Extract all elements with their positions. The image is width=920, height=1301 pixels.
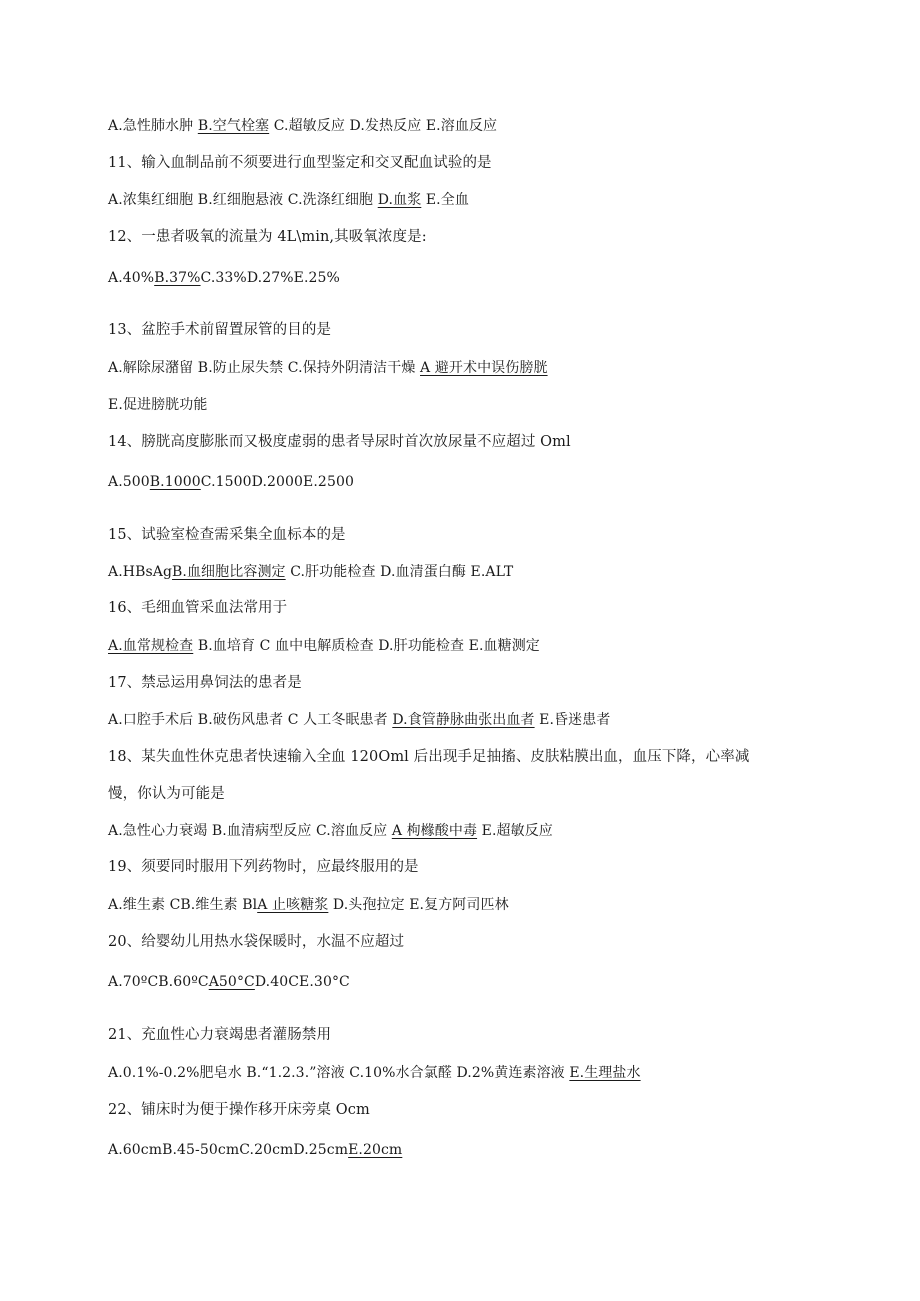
text-segment: A.浓集红细胞 B.红细胞悬液 C.洗涤红细胞 [108, 192, 378, 208]
text-segment: A.0.1%-0.2%肥皂水 B.“1.2.3.”溶液 C.10%水合氯醛 D.2%黄连素溶液 [108, 1065, 570, 1081]
question-11 [108, 153, 492, 173]
text-line [108, 895, 509, 915]
text-segment: A.40% [108, 270, 155, 286]
text-segment: B.血培育 C 血中电解质检查 D.肝功能检查 E.血糖测定 [193, 638, 540, 654]
text-line [108, 358, 548, 378]
text-segment: 慢，你认为可能是 [108, 786, 225, 802]
text-line [108, 395, 207, 415]
text-line [108, 821, 553, 841]
text-line [108, 1063, 641, 1083]
text-segment: 17、禁忌运用鼻饲法的患者是 [108, 675, 302, 691]
text-segment: 19、须要同时服用下列药物时，应最终服用的是 [108, 859, 419, 875]
answer-underline: D.血浆 [377, 192, 422, 208]
text-segment: A.急性心力衰竭 B.血清病型反应 C.溶血反应 [108, 823, 392, 839]
question-17 [108, 673, 302, 693]
question-16 [108, 598, 287, 618]
text-segment: A.60cmB.45-50cmC.20cmD.25cm [108, 1142, 349, 1158]
text-segment: 11、输入血制品前不须要进行血型鉴定和交叉配血试验的是 [108, 155, 492, 171]
text-segment: E.全血 [421, 192, 469, 208]
question-15 [108, 525, 346, 545]
question-20 [108, 932, 404, 952]
text-segment: C.33%D.27%E.25% [200, 270, 340, 286]
text-segment: 15、试验室检查需采集全血标本的是 [108, 527, 346, 543]
answer-underline: A 枸橼酸中毒 [391, 823, 478, 839]
text-line [108, 1140, 402, 1160]
text-line [108, 636, 540, 656]
text-segment: D.头孢拉定 E.复方阿司匹林 [328, 897, 509, 913]
text-line [108, 472, 354, 492]
answer-underline: A 避开术中误伤膀胱 [420, 360, 548, 376]
text-segment: 16、毛细血管采血法常用于 [108, 600, 288, 616]
text-segment: 13、盆腔手术前留置尿管的目的是 [108, 322, 332, 338]
question-18-continued [108, 784, 225, 804]
answer-underline: D.食管静脉曲张出血者 [392, 712, 535, 728]
answer-underline: B.1000 [149, 474, 201, 490]
text-segment: C.超敏反应 D.发热反应 E.溶血反应 [269, 118, 498, 134]
answer-underline: A50°C [208, 974, 255, 990]
text-segment: A.维生素 CB.维生素 Bl [108, 897, 258, 913]
text-segment: C.1500D.2000E.2500 [200, 474, 354, 490]
text-segment: E.促进膀胱功能 [108, 397, 208, 413]
text-segment: D.40CE.30°C [254, 974, 350, 990]
text-segment: A.急性肺水肿 [108, 118, 198, 134]
text-segment: 14、膀胱高度膨胀而又极度虚弱的患者导尿时首次放尿量不应超过 Oml [108, 434, 571, 450]
question-22 [108, 1100, 370, 1120]
answer-underline: E.生理盐水 [569, 1065, 641, 1081]
text-line [108, 972, 350, 992]
question-14 [108, 432, 571, 452]
text-line [108, 268, 340, 288]
answer-underline: A.血常规检查 [108, 638, 194, 654]
question-13 [108, 320, 331, 340]
text-segment: C.肝功能检查 D.血清蛋白酶 E.ALT [285, 564, 514, 580]
question-19 [108, 857, 419, 877]
text-line [108, 116, 497, 136]
text-segment: A.解除尿潴留 B.防止尿失禁 C.保持外阴清洁干燥 [108, 360, 421, 376]
text-line [108, 710, 610, 730]
text-segment: A.70ºCB.60ºC [108, 974, 209, 990]
question-21 [108, 1025, 331, 1045]
text-segment: 21、充血性心力衰竭患者灌肠禁用 [108, 1027, 332, 1043]
text-segment: 20、给婴幼儿用热水袋保暖时，水温不应超过 [108, 934, 405, 950]
text-segment: A.500 [108, 474, 150, 490]
answer-underline: E.20cm [348, 1142, 403, 1158]
answer-underline: B.血细胞比容测定 [172, 564, 286, 580]
question-18 [108, 747, 749, 767]
text-segment: E.超敏反应 [477, 823, 553, 839]
text-line [108, 190, 469, 210]
text-segment: 18、某失血性休克患者快速输入全血 120Oml 后出现手足抽搐、皮肤粘膜出血，血压下降，心率减 [108, 749, 750, 765]
text-segment: A.口腔手术后 B.破伤风患者 C 人工冬眠患者 [108, 712, 393, 728]
text-segment: 22、铺床时为便于操作移开床旁桌 Ocm [108, 1102, 370, 1118]
text-line [108, 562, 513, 582]
answer-underline: B.空气栓塞 [197, 118, 270, 134]
text-segment: E.昏迷患者 [534, 712, 611, 728]
text-segment: 12、一患者吸氧的流量为 4L\min,其吸氧浓度是: [108, 229, 427, 245]
answer-underline: A 止咳糖浆 [257, 897, 329, 913]
question-12 [108, 227, 427, 247]
text-segment: A.HBsAg [108, 564, 173, 580]
answer-underline: B.37% [154, 270, 201, 286]
